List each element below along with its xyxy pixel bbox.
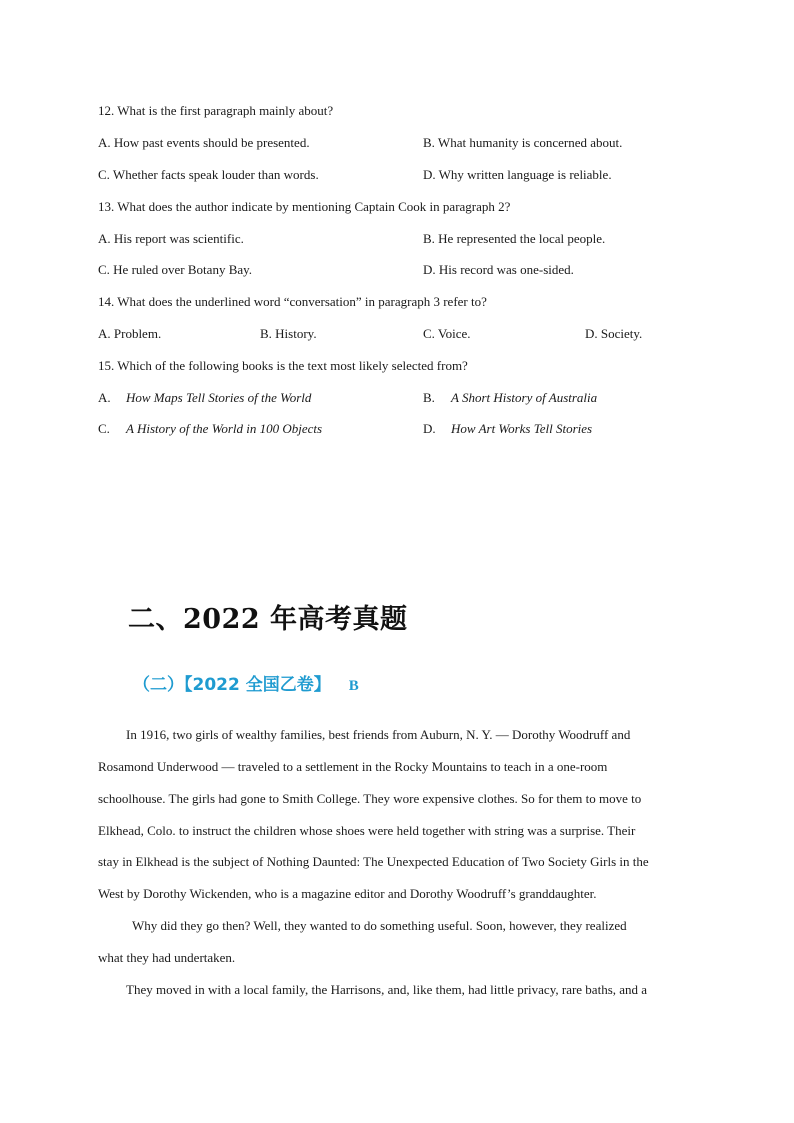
book-title: A Short History of Australia (451, 390, 598, 405)
question-12-stem: 12. What is the first paragraph mainly about? (98, 103, 334, 118)
question-13-option-c: C. He ruled over Botany Bay. (98, 262, 253, 277)
passage-line: West by Dorothy Wickenden, who is a magazine editor and Dorothy Woodruff’s granddaughter. (98, 886, 597, 901)
passage-tag: B (348, 678, 359, 694)
book-title: How Art Works Tell Stories (451, 421, 593, 436)
passage-line: Rosamond Underwood — traveled to a settlement in the Rocky Mountains to teach in a one-room (98, 759, 608, 774)
question-14-stem: 14. What does the underlined word “conversation” in paragraph 3 refer to? (98, 294, 487, 309)
passage-line: In 1916, two girls of wealthy families, best friends from Auburn, N. Y. — Dorothy Woodruff and (126, 727, 631, 742)
question-14-option-a: A. Problem. (98, 326, 162, 341)
question-12-option-c: C. Whether facts speak louder than words. (98, 167, 319, 182)
question-15-stem: 15. Which of the following books is the text most likely selected from? (98, 358, 468, 373)
passage-line: what they had undertaken. (98, 950, 236, 965)
question-12-option-b: B. What humanity is concerned about. (423, 135, 623, 150)
passage-line: schoolhouse. The girls had gone to Smith College. They wore expensive clothes. So for them to move to (98, 791, 642, 806)
passage-line: Why did they go then? Well, they wanted to do something useful. Soon, however, they realized (132, 918, 627, 933)
passage-line: They moved in with a local family, the Harrisons, and, like them, had little privacy, rare baths, and a (126, 982, 648, 997)
book-title: How Maps Tell Stories of the World (126, 390, 312, 405)
question-12-option-a: A. How past events should be presented. (98, 135, 310, 150)
question-15-option-b (423, 390, 597, 406)
question-13-stem: 13. What does the author indicate by mentioning Captain Cook in paragraph 2? (98, 199, 511, 214)
question-12-option-d: D. Why written language is reliable. (423, 167, 612, 182)
passage-line: stay in Elkhead is the subject of Nothing Daunted: The Unexpected Education of Two Society Girls in the (98, 854, 649, 869)
question-13-option-a: A. His report was scientific. (98, 231, 244, 246)
question-15-option-a (98, 390, 311, 406)
option-letter: D. (423, 421, 436, 436)
option-letter: C. (98, 421, 110, 436)
question-14-option-b: B. History. (260, 326, 317, 341)
section-subtitle (133, 670, 359, 695)
question-15-option-c (98, 421, 322, 437)
exam-source-label: （二）【2022 全国乙卷】 (133, 675, 331, 695)
section-title: 二、2022 年高考真题 (128, 604, 408, 635)
passage-line: Elkhead, Colo. to instruct the children whose shoes were held together with string was a surprise. Their (98, 823, 636, 838)
question-15-option-d (423, 421, 592, 437)
question-13-option-b: B. He represented the local people. (423, 231, 606, 246)
question-14-option-d: D. Society. (585, 326, 643, 341)
question-14-option-c: C. Voice. (423, 326, 471, 341)
option-letter: A. (98, 390, 111, 405)
option-letter: B. (423, 390, 435, 405)
question-13-option-d: D. His record was one-sided. (423, 262, 574, 277)
book-title: A History of the World in 100 Objects (126, 421, 323, 436)
